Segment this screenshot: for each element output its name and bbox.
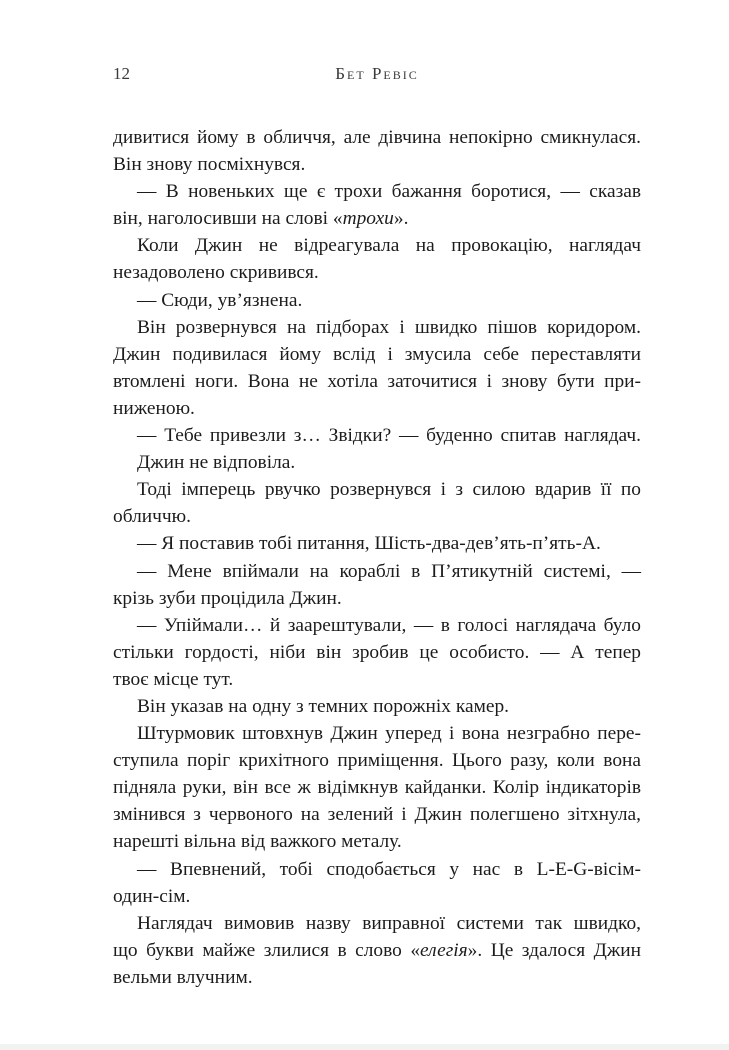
text-line: ступила поріг крихітного приміщення. Цього разу, коли вона	[113, 750, 641, 772]
emphasis: елегія	[420, 939, 468, 961]
text-line: Він розвернувся на підборах і швидко пішов коридором.	[137, 316, 641, 338]
text-line: Він знову посміхнувся.	[113, 154, 306, 176]
book-author: Бет Ревіс	[335, 64, 419, 83]
text-line: нарешті вільна від важкого металу.	[113, 831, 402, 853]
text-line: один-сім.	[113, 885, 191, 907]
text-line: обличчю.	[113, 506, 191, 528]
page-number: 12	[113, 64, 130, 83]
text-line: — Впевнений, тобі сподобається у нас в L-E-G-вісім-	[137, 858, 641, 880]
text-line: — В новеньких ще є трохи бажання боротися, — сказав	[137, 181, 641, 203]
text-line: — Упіймали… й заарештували, — в голосі наглядача було	[137, 614, 641, 636]
text-line: втомлені ноги. Вона не хотіла заточитися і знову бути при-	[113, 370, 641, 392]
running-head	[113, 64, 641, 88]
text-line: Джин подивилася йому вслід і змусила себе переставляти	[113, 343, 641, 365]
text-line: Тоді імперець рвучко розвернувся і з силою вдарив її по	[137, 479, 641, 501]
text-line: Джин не відповіла.	[137, 452, 296, 474]
text-line: Штурмовик штовхнув Джин уперед і вона незграбно пере-	[137, 723, 641, 745]
text-line: змінився з червоного на зелений і Джин полегшено зітхнула,	[113, 804, 641, 826]
text-line: — Мене впіймали на кораблі в П’ятикутній системі, —	[137, 560, 641, 582]
text-line: крізь зуби процідила Джин.	[113, 587, 342, 609]
text-line: вельми влучним.	[113, 966, 253, 988]
text-line: він, наголосивши на слові «трохи».	[113, 208, 409, 230]
emphasis: трохи	[342, 208, 394, 230]
text-line: що букви майже злилися в слово «елегія». Це здалося Джин	[113, 939, 641, 961]
text-line: Коли Джин не відреагувала на провокацію, наглядач	[137, 235, 641, 257]
text-line: підняла руки, він все ж відімкнув кайданки. Колір індикаторів	[113, 777, 641, 799]
page-bottom-edge	[0, 1044, 729, 1050]
text-line: ниженою.	[113, 397, 195, 419]
text-line: — Я поставив тобі питання, Шість-два-дев’ять-п’ять-А.	[137, 533, 601, 555]
text-line: Наглядач вимовив назву виправної системи так швидко,	[137, 912, 641, 934]
text-line: твоє місце тут.	[113, 668, 234, 690]
text-line: незадоволено скривився.	[113, 262, 319, 284]
text-line: — Тебе привезли з… Звідки? — буденно спитав наглядач.	[137, 425, 641, 447]
text-line: — Сюди, ув’язнена.	[137, 289, 303, 311]
body-text	[113, 124, 641, 991]
text-line: Він указав на одну з темних порожніх камер.	[137, 695, 509, 717]
text-line: дивитися йому в обличчя, але дівчина непокірно смикнулася.	[113, 127, 641, 148]
text-line: стільки гордості, ніби він зробив це особисто. — А тепер	[113, 641, 641, 663]
